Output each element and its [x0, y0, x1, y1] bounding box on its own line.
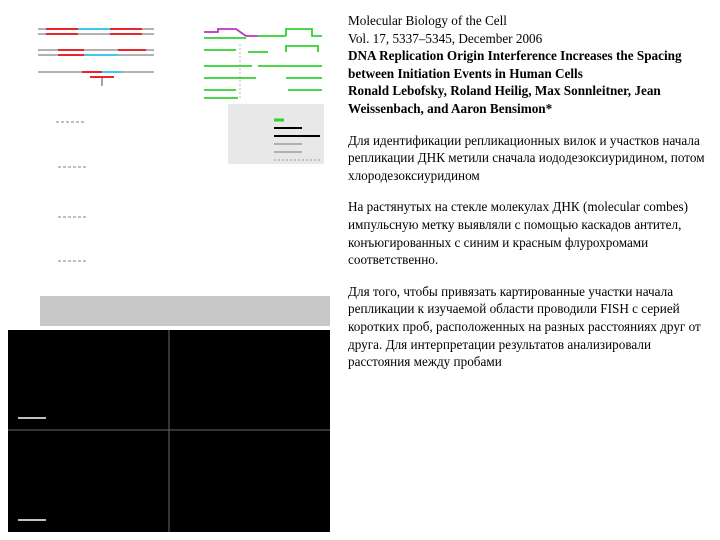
paragraph-labeling: Для идентификации репликационных вилок и участков начала репликации ДНК метили сначала иододезоксиуридином, потом хлородезоксиуридином: [348, 132, 705, 183]
panel-c: [40, 104, 330, 326]
journal-volume: Vol. 17, 5337–5345, December 2006: [348, 30, 543, 46]
panel-b: [204, 29, 322, 100]
figure: [6, 8, 332, 534]
magenta-trace: [204, 29, 258, 36]
journal-name: Molecular Biology of the Cell: [348, 13, 507, 28]
article-authors: Ronald Lebofsky, Roland Heilig, Max Sonnleitner, Jean Weissenbach, and Aaron Bensimon*: [348, 83, 661, 116]
paragraph-combing: На растянутых на стекле молекулах ДНК (molecular combes) импульсную метку выявляли с помощью каскадов антител, конъюгированных с синим и красным флурохромами соответственно.: [348, 199, 689, 268]
panel-a: [38, 29, 154, 86]
paragraph-fish: Для того, чтобы привязать картированные участки начала репликации к изучаемой области проводили FISH с серией коротких проб, расположенных на разных расстояниях друг от друга. Для интерпретации результатов анализировали расстояния между пробами: [348, 283, 701, 370]
article-title: DNA Replication Origin Interference Increases the Spacing between Initiation Events in Human Cells: [348, 48, 682, 81]
panel-d: [8, 330, 330, 532]
text-column: [348, 12, 716, 385]
output-bar: [40, 296, 330, 326]
green-trace: [286, 29, 322, 36]
figure-svg: [6, 8, 332, 534]
citation: [348, 12, 716, 118]
green-trace: [286, 46, 318, 52]
legend-box: [228, 104, 324, 164]
